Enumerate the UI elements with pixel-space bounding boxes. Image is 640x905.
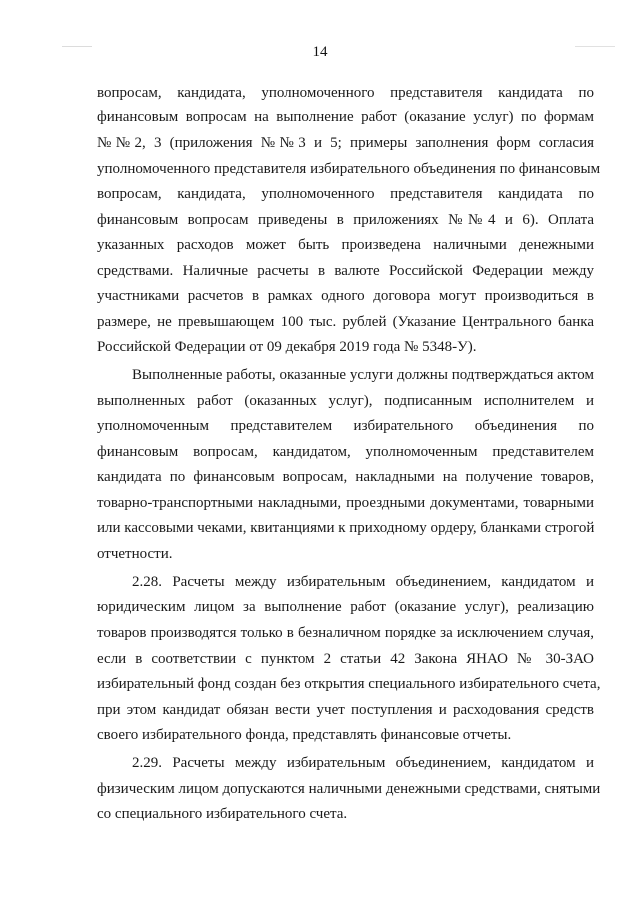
text-line: если в соответствии с пунктом 2 статьи 42 Закона ЯНАО № 30-ЗАО [97,651,594,667]
text-line: вопросам, кандидата, уполномоченного представителя кандидата по [97,186,594,202]
text-line: товаров производятся только в безналичном порядке за исключением случая, [97,625,594,641]
text-line: финансовым вопросам приведены в приложениях №№4 и 6). Оплата [97,212,594,228]
scan-artifact [575,46,615,47]
text-line: №№2, 3 (приложения №№3 и 5; примеры заполнения форм согласия [97,135,594,151]
text-line: Российской Федерации от 09 декабря 2019 года № 5348-У). [97,339,477,355]
scan-artifact [62,46,92,47]
text-line: уполномоченным представителем избирательного объединения по [97,418,594,434]
text-line: кандидата по финансовым вопросам, накладными на получение товаров, [97,469,594,485]
text-line: 2.29. Расчеты между избирательным объединением, кандидатом и [132,755,594,771]
text-line: вопросам, кандидата, уполномоченного представителя кандидата по [97,85,594,101]
text-line: финансовым вопросам, кандидатом, уполномоченным представителем [97,444,594,460]
text-line: физическим лицом допускаются наличными денежными средствами, снятыми [97,781,601,797]
text-line: 2.28. Расчеты между избирательным объединением, кандидатом и [132,574,594,590]
text-line: юридическим лицом за выполнение работ (оказание услуг), реализацию [97,599,594,615]
text-line: избирательный фонд создан без открытия специального избирательного счета, [97,676,601,692]
text-line: участниками расчетов в рамках одного договора могут производиться в [97,288,594,304]
text-line: финансовым вопросам на выполнение работ (оказание услуг) по формам [97,109,594,125]
text-line: при этом кандидат обязан вести учет поступления и расходования средств [97,702,594,718]
text-line: выполненных работ (оказанных услуг), подписанным исполнителем и [97,393,594,409]
text-line: своего избирательного фонда, представлять финансовые отчеты. [97,727,512,743]
text-line: указанных расходов может быть произведена наличными денежными [97,237,594,253]
text-line: товарно-транспортными накладными, проездными документами, товарными [97,495,594,511]
text-line: или кассовыми чеками, квитанциями к приходному ордеру, бланками строгой [97,520,595,536]
text-line: отчетности. [97,546,173,562]
text-line: со специального избирательного счета. [97,806,348,822]
text-line: Выполненные работы, оказанные услуги должны подтверждаться актом [132,367,594,383]
text-line: размере, не превышающем 100 тыс. рублей (Указание Центрального банка [97,314,594,330]
page-number: 14 [312,44,328,60]
text-line: средствами. Наличные расчеты в валюте Российской Федерации между [97,263,594,279]
text-line: уполномоченного представителя избирательного объединения по финансовым [97,161,601,177]
